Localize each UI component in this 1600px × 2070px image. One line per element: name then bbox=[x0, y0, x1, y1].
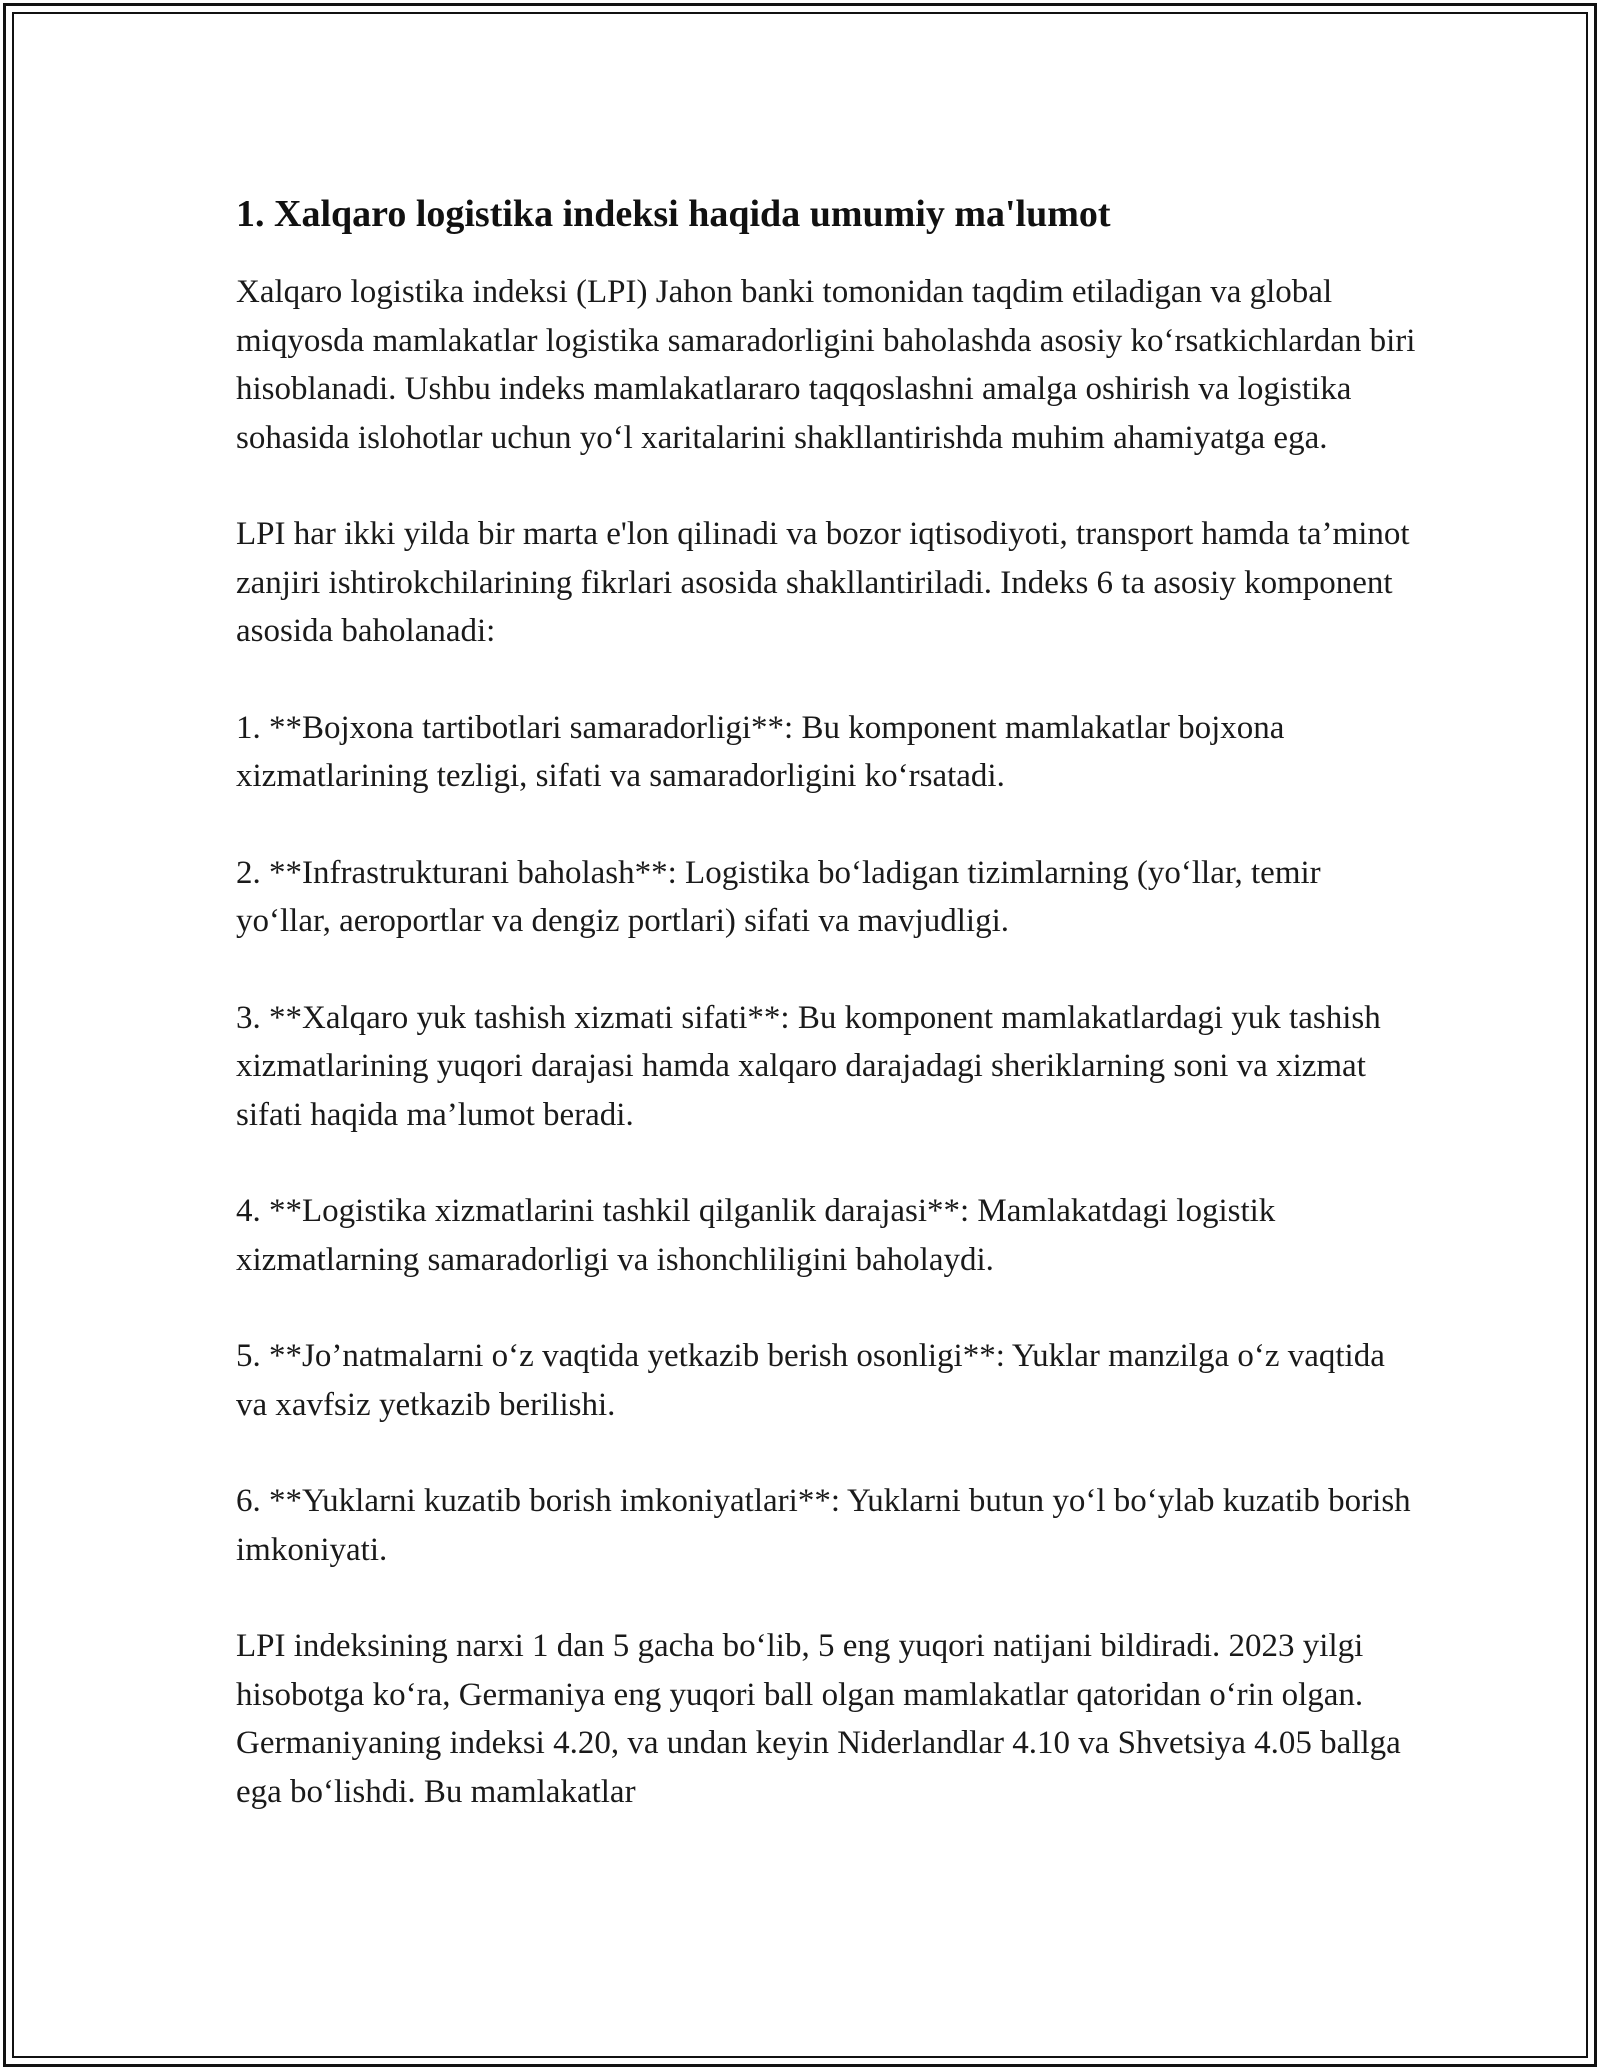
list-item-shipping-quality: 3. **Xalqaro yuk tashish xizmati sifati**: Bu komponent mamlakatlardagi yuk tashish xizmatlarining yuqori darajasi hamda xalqaro darajadagi sheriklarning soni va xizmat sifati haqida ma’lumot beradi. bbox=[236, 999, 1381, 1133]
list-item-tracking: 6. **Yuklarni kuzatib borish imkoniyatlari**: Yuklarni butun yo‘l bo‘ylab kuzatib borish imkoniyati. bbox=[236, 1483, 1411, 1568]
paragraph-lpi-overview: LPI har ikki yilda bir marta e'lon qilinadi va bozor iqtisodiyoti, transport hamda ta’minot zanjiri ishtirokchilarining fikrlari asosida shakllantiriladi. Indeks 6 ta asosiy komponent asosida baholanadi: bbox=[236, 516, 1410, 649]
paragraph-intro: Xalqaro logistika indeksi (LPI) Jahon banki tomonidan taqdim etiladigan va global miqyosda mamlakatlar logistika samaradorligini baholashda asosiy ko‘rsatkichlardan biri hisoblanadi. Ushbu indeks mamlakatlararo taqqoslashni amalga oshirish va logistika sohasida islohotlar uchun yo‘l xaritalarini shakllantirishda muhim ahamiyatga ega. bbox=[236, 274, 1416, 456]
document-page bbox=[236, 186, 1416, 1816]
list-item-timeliness: 5. **Jo’natmalarni o‘z vaqtida yetkazib berish osonligi**: Yuklar manzilga o‘z vaqtida va xavfsiz yetkazib berilishi. bbox=[236, 1338, 1385, 1423]
paragraph-scores: LPI indeksining narxi 1 dan 5 gacha bo‘lib, 5 eng yuqori natijani bildiradi. 2023 yilgi hisobotga ko‘ra, Germaniya eng yuqori ball olgan mamlakatlar qatoridan o‘rin olgan. Germaniyaning indeksi 4.20, va undan keyin Niderlandlar 4.10 va Shvetsiya 4.05 ballga ega bo‘lishdi. Bu mamlakatlar bbox=[236, 1628, 1401, 1810]
document-title: 1. Xalqaro logistika indeksi haqida umumiy ma'lumot bbox=[236, 193, 1111, 235]
list-item-logistics-competence: 4. **Logistika xizmatlarini tashkil qilganlik darajasi**: Mamlakatdagi logistik xizmatlarning samaradorligi va ishonchliligini baholaydi. bbox=[236, 1193, 1276, 1278]
list-item-customs: 1. **Bojxona tartibotlari samaradorligi**: Bu komponent mamlakatlar bojxona xizmatlarining tezligi, sifati va samaradorligini ko‘rsatadi. bbox=[236, 709, 1285, 794]
list-item-infrastructure: 2. **Infrastrukturani baholash**: Logistika bo‘ladigan tizimlarning (yo‘llar, temir yo‘llar, aeroportlar va dengiz portlari) sifati va mavjudligi. bbox=[236, 854, 1321, 939]
